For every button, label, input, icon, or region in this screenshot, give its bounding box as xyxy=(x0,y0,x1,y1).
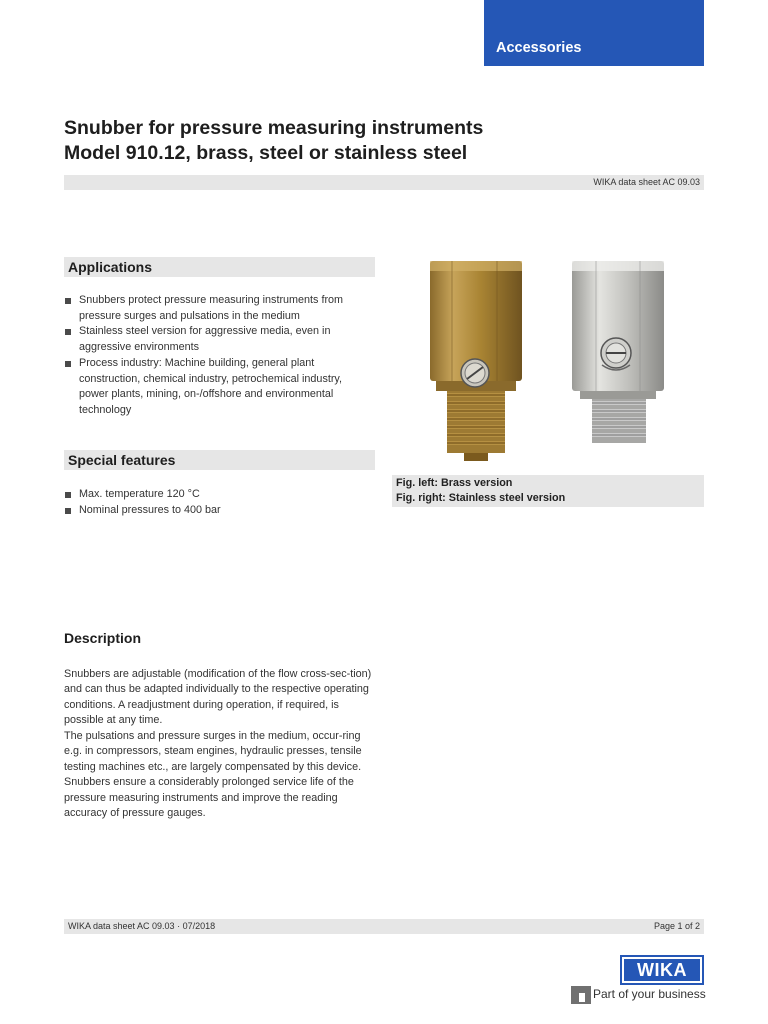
tagline-text: Part of your business xyxy=(593,987,706,1001)
title-line-2: Model 910.12, brass, steel or stainless steel xyxy=(64,142,468,164)
applications-heading: Applications xyxy=(68,259,153,275)
bullet-square-icon xyxy=(65,508,71,514)
figure-caption xyxy=(392,475,704,507)
footer-bar xyxy=(64,919,704,934)
list-item: Nominal pressures to 400 bar xyxy=(64,503,374,519)
list-item: Stainless steel version for aggressive media, even in aggressive environments xyxy=(64,324,374,355)
brand-tagline xyxy=(571,986,704,1004)
page-title xyxy=(64,116,704,166)
wika-logo-text: WIKA xyxy=(624,959,700,981)
special-features-list xyxy=(64,487,374,518)
bullet-square-icon xyxy=(65,329,71,335)
brass-snubber-image xyxy=(430,261,522,461)
caption-right: Fig. right: Stainless steel version xyxy=(396,492,566,504)
applications-heading-bar xyxy=(64,257,375,277)
category-tab xyxy=(484,0,704,66)
data-sheet-bar xyxy=(64,175,704,190)
list-item: Process industry: Machine building, general plant construction, chemical industry, petrochemical industry, power plants, mining, on-/offshore and environmental technology xyxy=(64,356,374,419)
steel-snubber-image xyxy=(572,261,664,443)
bullet-square-icon xyxy=(65,492,71,498)
page-number: Page 1 of 2 xyxy=(653,921,700,931)
caption-left: Fig. left: Brass version xyxy=(396,477,513,489)
footer-ref: WIKA data sheet AC 09.03 · 07/2018 xyxy=(68,921,216,931)
description-paragraph-2: The pulsations and pressure surges in the medium, occur-ring e.g. in compressors, steam engines, hydraulic presses, tensile testing machines etc., are largely compensated by this device. Snubbers ensure a considerably prolonged service life of the pressure measuring instruments and improve the reading accuracy of pressure gauges. xyxy=(64,730,362,820)
description-paragraph-1: Snubbers are adjustable (modification of the flow cross-sec-tion) and can thus be adapted individually to the respective operating conditions. A readjustment during operation, if required, is possible at any time. xyxy=(64,668,372,727)
description-heading: Description xyxy=(64,630,142,646)
data-sheet-ref: WIKA data sheet AC 09.03 xyxy=(593,177,700,187)
title-line-1: Snubber for pressure measuring instruments xyxy=(64,117,484,139)
wika-logo xyxy=(620,955,704,985)
bullet-square-icon xyxy=(65,361,71,367)
special-features-heading-bar xyxy=(64,450,375,470)
applications-list xyxy=(64,293,374,419)
tagline-mark-icon xyxy=(571,986,591,1004)
bullet-square-icon xyxy=(65,298,71,304)
product-photo xyxy=(392,253,704,473)
category-tab-label: Accessories xyxy=(496,40,582,56)
list-item: Max. temperature 120 °C xyxy=(64,487,374,503)
special-features-heading: Special features xyxy=(68,452,176,468)
list-item: Snubbers protect pressure measuring instruments from pressure surges and pulsations in the medium xyxy=(64,293,374,324)
